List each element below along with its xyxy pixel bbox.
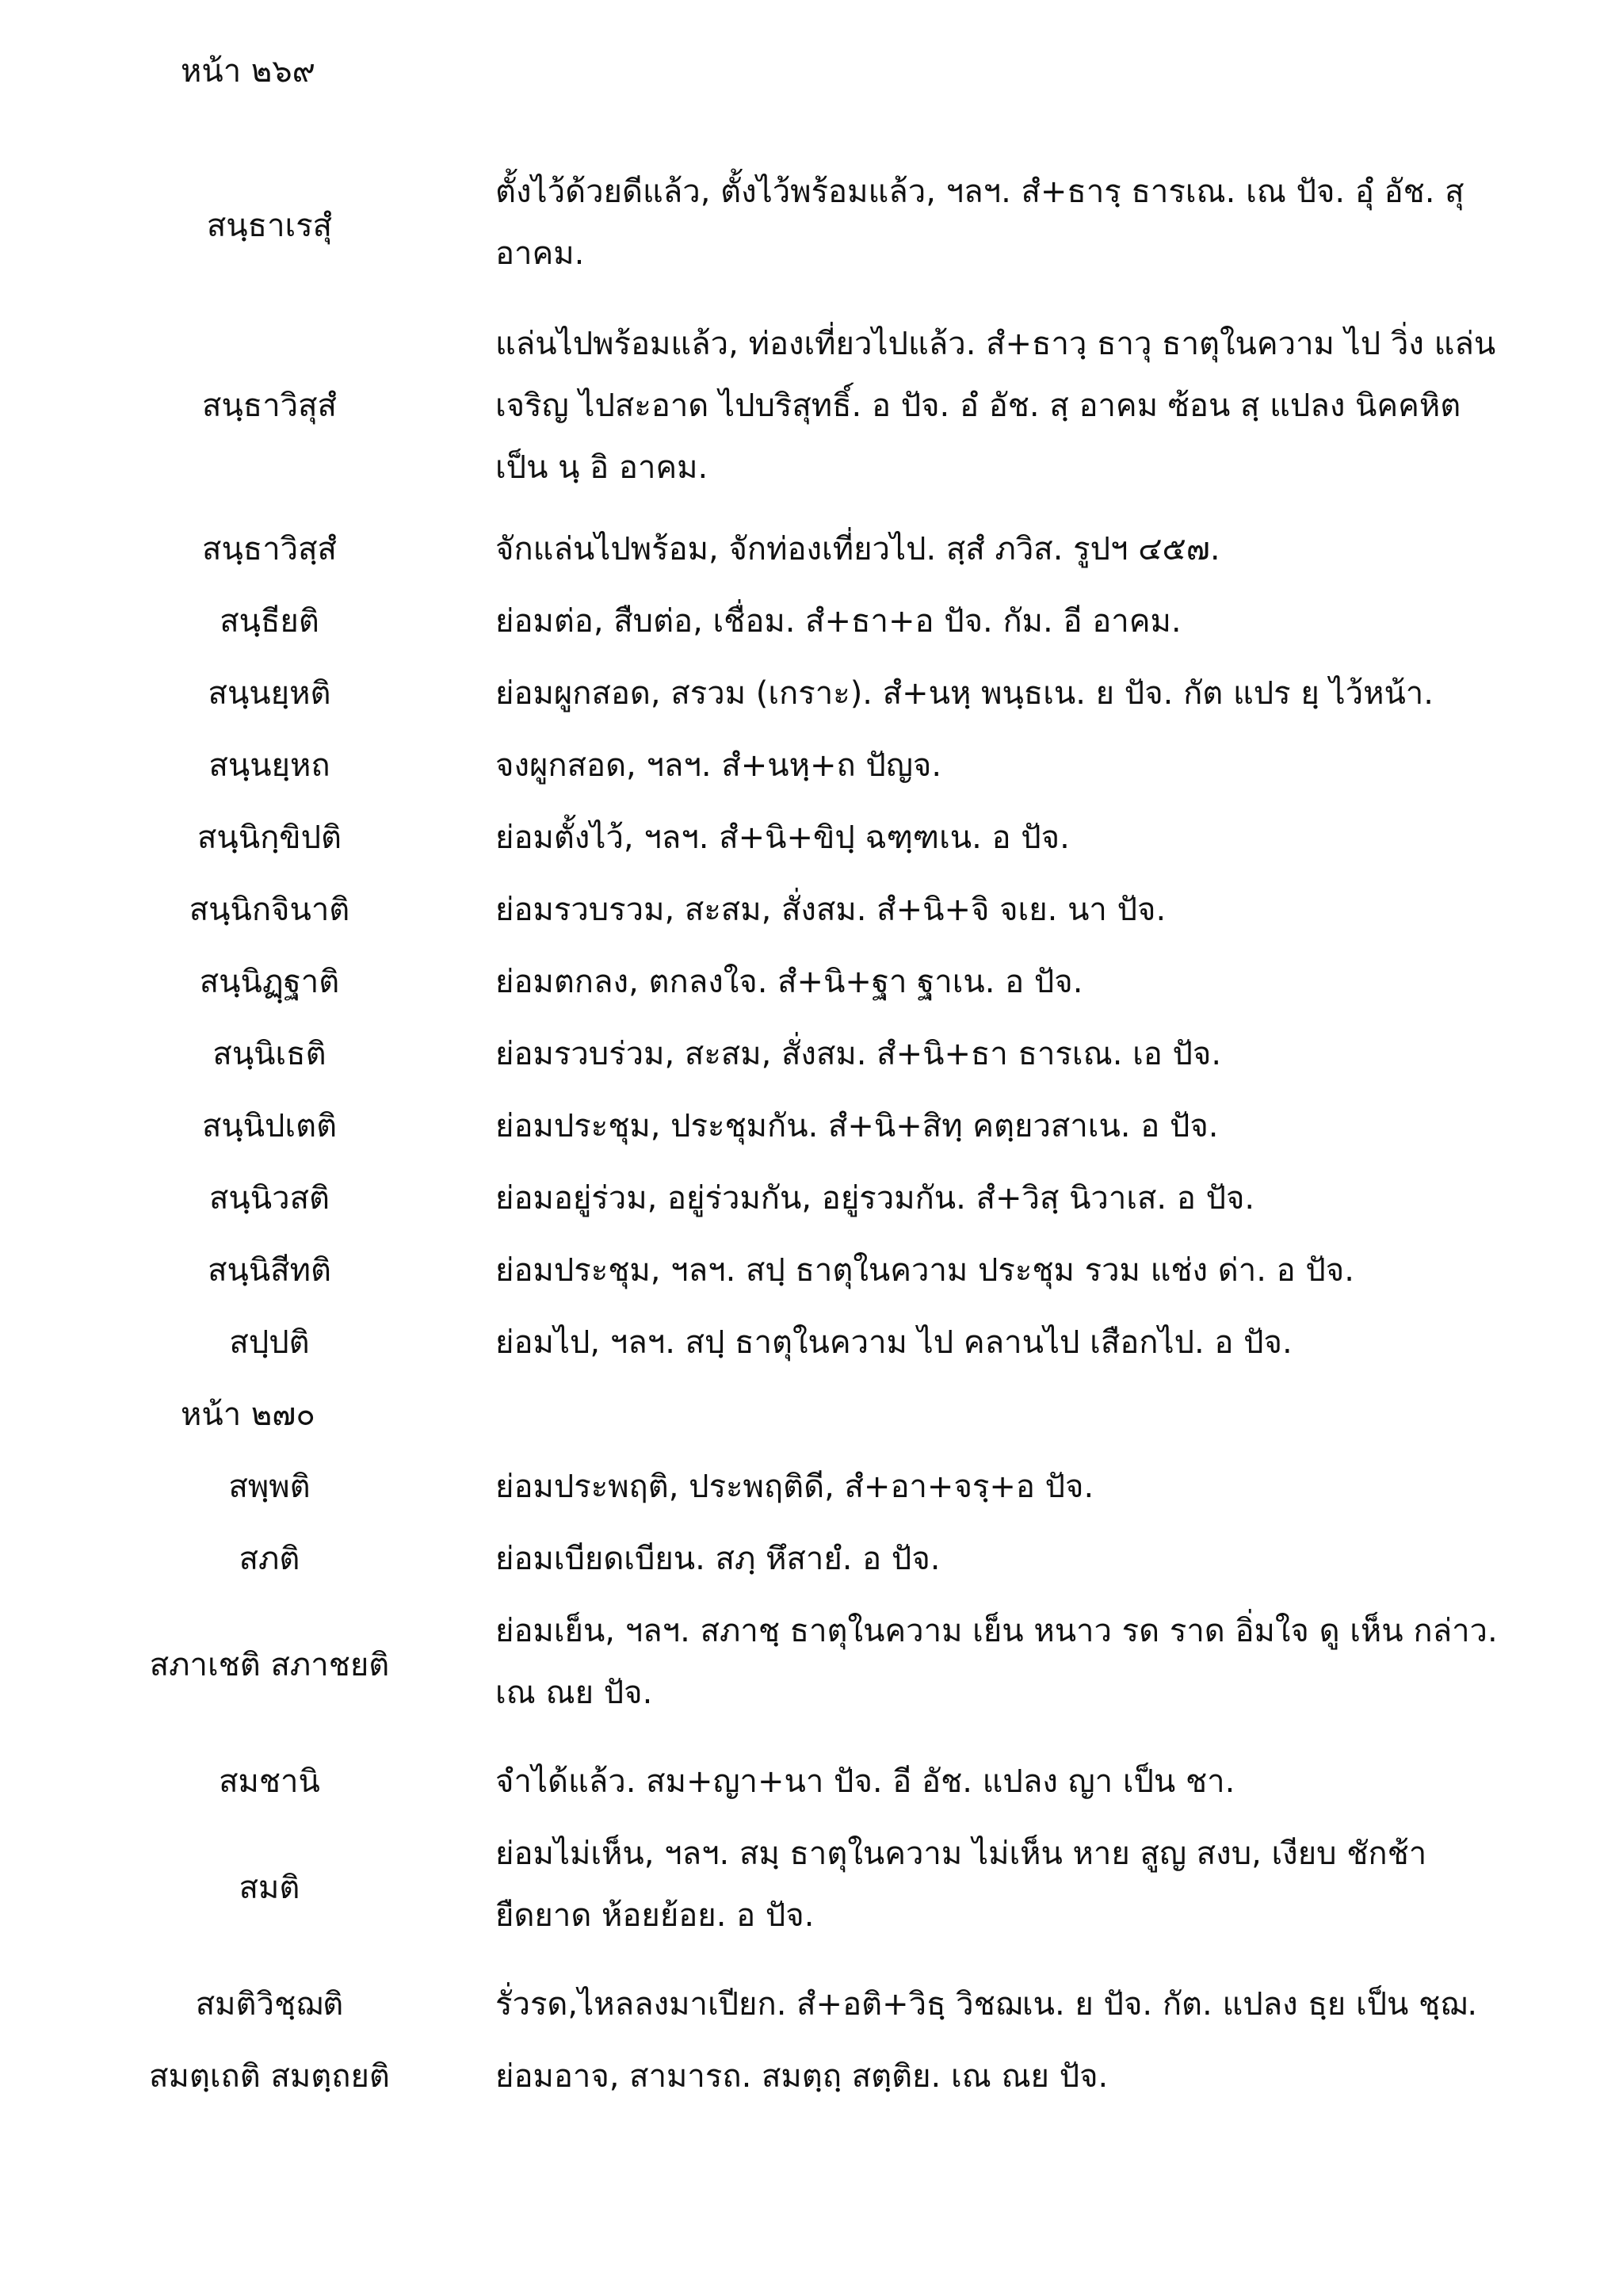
entry-term: สนฺนิฏฺฐาติ	[199, 964, 340, 1000]
entry-definition-line: แล่นไปพร้อมแล้ว, ท่องเที่ยวไปแล้ว. สํ+ธาวฺ ธาวุ ธาตุในความ ไป วิ่ง แล่น	[495, 326, 1496, 362]
entry-definition-line: จงผูกสอด, ฯลฯ. สํ+นหฺ+ถ ปัญจ.	[495, 747, 942, 784]
entry-term: สนฺนิเธติ	[212, 1036, 327, 1072]
entry-definition-line: ย่อมประชุม, ประชุมกัน. สํ+นิ+สิทฺ คตฺยวสาเน. อ ปัจ.	[495, 1108, 1219, 1144]
entry-term: สภาเชติ สภาชยติ	[149, 1647, 390, 1683]
entry-definition-line: เป็น นฺ อิ อาคม.	[495, 449, 708, 486]
entry-definition-line: ย่อมอาจ, สามารถ. สมตฺถฺ สตฺติย. เณ ณย ปัจ.	[495, 2058, 1109, 2095]
page-heading-269: หน้า ๒๖๙	[181, 53, 315, 90]
entry-term: สมชานิ	[219, 1763, 320, 1800]
entry-definition-line: ย่อมเย็น, ฯลฯ. สภาชฺ ธาตุในความ เย็น หนาว รด ราด อิ่มใจ ดู เห็น กล่าว.	[495, 1613, 1498, 1649]
entry-definition-line: ย่อมอยู่ร่วม, อยู่ร่วมกัน, อยู่รวมกัน. สํ+วิสฺ นิวาเส. อ ปัจ.	[495, 1180, 1255, 1217]
entry-term: สนฺธียติ	[220, 603, 319, 640]
entry-definition-line: ย่อมไม่เห็น, ฯลฯ. สมฺ ธาตุในความ ไม่เห็น หาย สูญ สงบ, เงียบ ชักช้า	[495, 1836, 1427, 1872]
entry-term: สนฺนิสีทติ	[208, 1252, 331, 1289]
entry-term: สมติ	[239, 1870, 300, 1906]
entry-definition-line: ย่อมรวบร่วม, สะสม, สั่งสม. สํ+นิ+ธา ธารเณ. เอ ปัจ.	[495, 1036, 1222, 1072]
entry-definition-line: ย่อมตั้งไว้, ฯลฯ. สํ+นิ+ขิปฺ ฉฑฺฑเน. อ ปัจ.	[495, 819, 1070, 856]
entry-definition-line: ย่อมประชุม, ฯลฯ. สปฺ ธาตุในความ ประชุม รวม แช่ง ด่า. อ ปัจ.	[495, 1252, 1354, 1289]
entry-definition-line: ย่อมผูกสอด, สรวม (เกราะ). สํ+นหฺ พนฺธเน. ย ปัจ. กัต แปร ยฺ ไว้หน้า.	[495, 675, 1434, 712]
entry-term: สนฺธาวิสฺสํ	[202, 531, 337, 567]
entry-term: สนฺนิกฺขิปติ	[197, 819, 342, 856]
entry-definition-line: ย่อมรวบรวม, สะสม, สั่งสม. สํ+นิ+จิ จเย. นา ปัจ.	[495, 892, 1167, 928]
entry-definition-line: ย่อมตกลง, ตกลงใจ. สํ+นิ+ฐา ฐาเน. อ ปัจ.	[495, 964, 1083, 1000]
entry-definition-line: อาคม.	[495, 235, 585, 272]
entry-definition-line: ตั้งไว้ด้วยดีแล้ว, ตั้งไว้พร้อมแล้ว, ฯลฯ. สํ+ธารฺ ธารเณ. เณ ปัจ. อุํ อัช. สุ	[495, 174, 1465, 210]
entry-definition-line: ย่อมต่อ, สืบต่อ, เชื่อม. สํ+ธา+อ ปัจ. กัม. อี อาคม.	[495, 603, 1182, 640]
entry-definition-line: ย่อมไป, ฯลฯ. สปฺ ธาตุในความ ไป คลานไป เสือกไป. อ ปัจ.	[495, 1324, 1293, 1361]
entry-term: สนฺนยฺหติ	[208, 675, 331, 712]
entry-term: สนฺนิวสติ	[209, 1180, 330, 1217]
entry-definition-line: ย่อมเบียดเบียน. สภฺ หึสายํ. อ ปัจ.	[495, 1541, 941, 1577]
entry-term: สมตฺเถติ สมตฺถยติ	[149, 2058, 390, 2095]
entry-definition-line: ย่อมประพฤติ, ประพฤติดี, สํ+อา+จรฺ+อ ปัจ.	[495, 1469, 1094, 1505]
entry-definition-line: จำได้แล้ว. สม+ญา+นา ปัจ. อี อัช. แปลง ญา เป็น ชา.	[495, 1763, 1235, 1800]
entry-definition-line: รั่วรด,ไหลลงมาเปียก. สํ+อติ+วิธฺ วิชฌเน. ย ปัจ. กัต. แปลง ธฺย เป็น ชฺฌ.	[495, 1986, 1478, 2023]
entry-term: สมติวิชฺฌติ	[195, 1986, 344, 2023]
entry-definition-line: เณ ณย ปัจ.	[495, 1675, 653, 1711]
entry-term: สนฺธาเรสุํ	[206, 208, 333, 244]
entry-definition-line: ยืดยาด ห้อยย้อย. อ ปัจ.	[495, 1897, 815, 1934]
entry-term: สนฺนิปเตติ	[201, 1108, 338, 1144]
page-heading-270: หน้า ๒๗๐	[181, 1396, 315, 1433]
entry-term: สนฺธาวิสุสํ	[202, 388, 337, 424]
entry-definition-line: จักแล่นไปพร้อม, จักท่องเที่ยวไป. สฺสํ ภวิส. รูปฯ ๔๕๗.	[495, 531, 1220, 567]
entry-term: สพฺพติ	[228, 1469, 311, 1505]
entry-term: สนฺนยฺหถ	[208, 747, 330, 784]
entry-term: สนฺนิกจินาติ	[189, 892, 350, 928]
entry-definition-line: เจริญ ไปสะอาด ไปบริสุทธิ์. อ ปัจ. อํ อัช. สฺ อาคม ซ้อน สฺ แปลง นิคคหิต	[495, 388, 1461, 424]
entry-term: สภติ	[239, 1541, 300, 1577]
entry-term: สปฺปติ	[229, 1324, 310, 1361]
